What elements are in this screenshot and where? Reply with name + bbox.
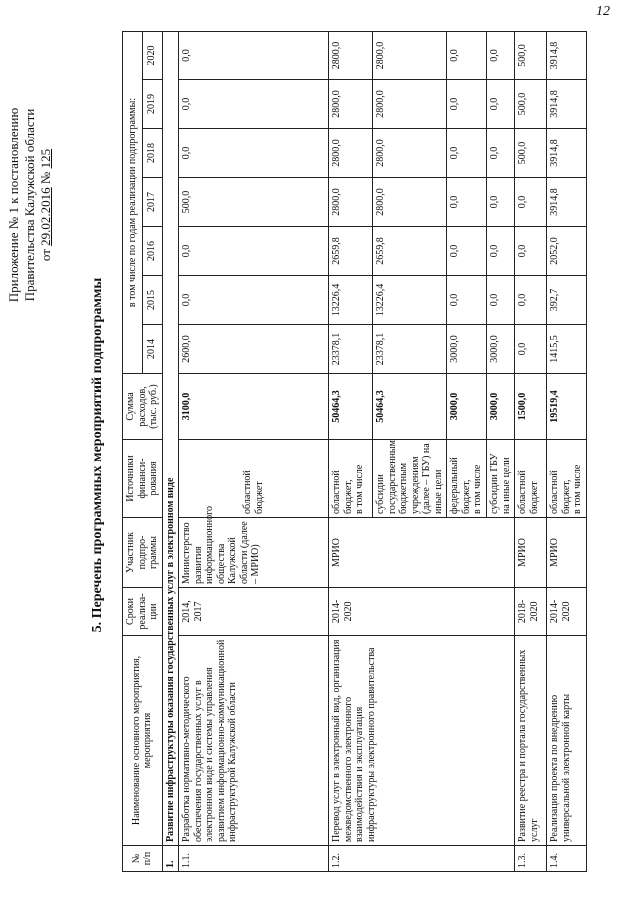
- header-year: 2017: [142, 178, 162, 227]
- row-value: 392,7: [547, 276, 587, 325]
- header-year: 2018: [142, 129, 162, 178]
- row-value: 23378,1: [373, 325, 447, 374]
- row-name: Реализация проекта по внедрению универсальной электронной карты: [547, 636, 587, 846]
- row-value: 3914,8: [547, 178, 587, 227]
- row-sum: 3000,0: [487, 374, 515, 440]
- row-value: 2800,0: [329, 80, 373, 129]
- row-value: 2800,0: [373, 31, 447, 79]
- row-value: 0,0: [487, 129, 515, 178]
- row-value: 2800,0: [329, 129, 373, 178]
- row-source: федеральный бюджет, в том числе: [447, 440, 487, 518]
- row-value: 2659,8: [373, 227, 447, 276]
- row-source: субсидии государственным бюджетным учреждениям (далее – ГБУ) на иные цели: [373, 440, 447, 518]
- row-value: 3000,0: [447, 325, 487, 374]
- row-value: 0,0: [515, 178, 547, 227]
- row-value: 13226,4: [373, 276, 447, 325]
- table-row: [329, 31, 373, 871]
- row-value: 0,0: [447, 178, 487, 227]
- row-sum: 3000,0: [447, 374, 487, 440]
- row-value: 0,0: [487, 227, 515, 276]
- header-source: Источники финанси-рования: [123, 440, 163, 518]
- header-year: 2020: [142, 31, 162, 79]
- row-sum: 50464,3: [329, 374, 373, 440]
- header-sum: Сумма расходов, (тыс. руб.): [123, 374, 163, 440]
- row-value: 0,0: [487, 178, 515, 227]
- row-value: 0,0: [487, 276, 515, 325]
- row-value: 23378,1: [329, 325, 373, 374]
- row-value: 3914,8: [547, 80, 587, 129]
- row-value: 0,0: [515, 276, 547, 325]
- header-year: 2019: [142, 80, 162, 129]
- page-number: 12: [596, 4, 610, 19]
- row-value: 0,0: [447, 31, 487, 79]
- approval-stamp: [6, 50, 54, 360]
- row-value: 500,0: [179, 178, 329, 227]
- header-row-1: [123, 31, 143, 871]
- section-num: 1.: [162, 846, 179, 872]
- row-value: 0,0: [179, 80, 329, 129]
- row-term: 2014-2020: [547, 588, 587, 636]
- row-term: 2014, 2017: [179, 588, 329, 636]
- header-name: Наименование основного мероприятия, мероприятия: [123, 636, 163, 846]
- row-value: 2800,0: [373, 178, 447, 227]
- header-participant: Участник подпро-граммы: [123, 518, 163, 588]
- header-year: 2015: [142, 276, 162, 325]
- row-value: 0,0: [447, 227, 487, 276]
- row-value: 0,0: [487, 31, 515, 79]
- row-value: 500,0: [515, 80, 547, 129]
- row-value: 0,0: [447, 276, 487, 325]
- row-value: 0,0: [447, 80, 487, 129]
- row-value: 3914,8: [547, 129, 587, 178]
- row-source: областной бюджет, в том числе: [329, 440, 373, 518]
- approval-line-2: Правительства Калужской области: [22, 108, 37, 302]
- row-value: 1415,5: [547, 325, 587, 374]
- row-name: Перевод услуг в электронный вид, организация межведомственного электронного взаимодействия и эксплуатация инфраструктуры электронного правительства: [329, 636, 515, 846]
- row-participant: МРИО: [329, 518, 515, 588]
- table-row: [179, 31, 329, 871]
- row-sum: 19519,4: [547, 374, 587, 440]
- row-source: областной бюджет: [179, 440, 329, 518]
- row-num: 1.2.: [329, 846, 515, 872]
- row-term: 2014-2020: [329, 588, 515, 636]
- row-value: 2052,0: [547, 227, 587, 276]
- row-num: 1.1.: [179, 846, 329, 872]
- row-num: 1.4.: [547, 846, 587, 872]
- row-value: 2800,0: [329, 178, 373, 227]
- row-participant: МРИО: [515, 518, 547, 588]
- header-year: 2014: [142, 325, 162, 374]
- measures-table: [122, 31, 587, 872]
- row-participant: МРИО: [547, 518, 587, 588]
- row-value: 2800,0: [329, 31, 373, 79]
- rotated-document: [0, 20, 620, 890]
- approval-line-3: от 29.02.2016 № 125: [38, 148, 53, 262]
- row-sum: 50464,3: [373, 374, 447, 440]
- row-value: 0,0: [515, 227, 547, 276]
- row-value: 2800,0: [373, 80, 447, 129]
- table-row: [547, 31, 587, 871]
- row-value: 0,0: [179, 31, 329, 79]
- approval-line-1: Приложение № 1 к постановлению: [6, 107, 21, 303]
- row-name: Развитие реестра и портала государственных услуг: [515, 636, 547, 846]
- section-title: Развитие инфраструктуры оказания государственных услуг в электронном виде: [162, 31, 179, 845]
- row-value: 500,0: [515, 129, 547, 178]
- row-term: 2018-2020: [515, 588, 547, 636]
- row-source: областной бюджет: [515, 440, 547, 518]
- document-title: 5. Перечень программных мероприятий подпрограммы: [90, 277, 105, 633]
- row-participant: Министерство развития информационного общества Калужской области (далее – МРИО): [179, 518, 329, 588]
- row-value: 0,0: [179, 227, 329, 276]
- row-value: 0,0: [515, 325, 547, 374]
- table-row: [515, 31, 547, 871]
- row-value: 2659,8: [329, 227, 373, 276]
- approval-number: 125: [38, 148, 53, 169]
- header-by-year: в том числе по годам реализации подпрограммы:: [123, 31, 143, 373]
- row-value: 3914,8: [547, 31, 587, 79]
- row-source: областной бюджет, в том числе: [547, 440, 587, 518]
- row-value: 0,0: [179, 129, 329, 178]
- row-sum: 1500,0: [515, 374, 547, 440]
- row-value: 500,0: [515, 31, 547, 79]
- row-name: Разработка нормативно-методического обеспечения государственных услуг в электронном виде и системы управления развитием информационно-коммуникационной инфраструктурой Калужской области: [179, 636, 329, 846]
- row-value: 0,0: [447, 129, 487, 178]
- section-row: [162, 31, 179, 871]
- header-term: Сроки реализа-ции: [123, 588, 163, 636]
- row-value: 13226,4: [329, 276, 373, 325]
- row-value: 2600,0: [179, 325, 329, 374]
- header-year: 2016: [142, 227, 162, 276]
- row-value: 0,0: [179, 276, 329, 325]
- row-num: 1.3.: [515, 846, 547, 872]
- row-value: 3000,0: [487, 325, 515, 374]
- header-num: № п/п: [123, 846, 163, 872]
- row-value: 0,0: [487, 80, 515, 129]
- row-value: 2800,0: [373, 129, 447, 178]
- approval-date: 29.02.2016: [38, 187, 53, 246]
- row-source: субсидии ГБУ на иные цели: [487, 440, 515, 518]
- row-sum: 3100,0: [179, 374, 329, 440]
